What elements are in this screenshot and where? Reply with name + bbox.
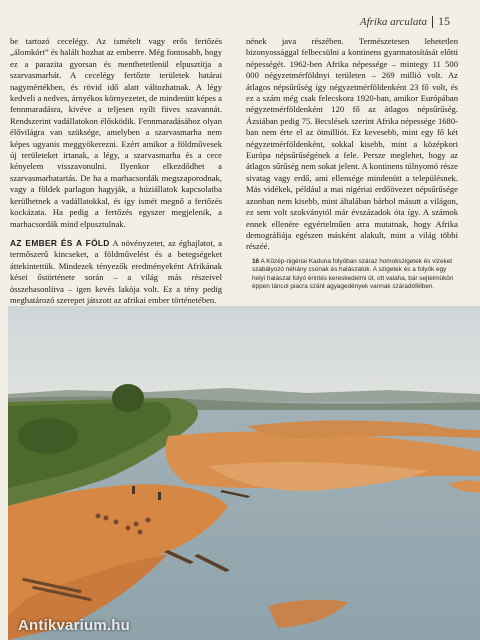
left-paragraph-2 bbox=[10, 238, 222, 306]
photo-caption bbox=[252, 258, 458, 292]
caption-number: 16 bbox=[252, 258, 260, 265]
left-paragraph-1: be tartozó cecelégy. Az ismételt vagy erős fertőzés „álomkórt” és halált hozhat az emberre. Még fontosabb, hogy ez a parazita gyorsan és menthetetlenül elpusztítja a szarvasmarhát. A cecelégy fertőzte területek határai nagymértékben, és rövid idő alatt változhatnak. A légy kedveli a nedves, árnyékos környezetet, de mindenütt képes a fennmaradásra, kivéve a teljesen nyílt füves szavannát. Rendszerint vadállatokon élősködik. Fennmaradásához olyan élővilágra van szüksége, amelyben a szarvasmarha nem képes ugyanis meggyökerezni. Ezért amikor a földművesek új területeket irtanak, a légy, a szarvasmarha és a cece kényelem visszavonulni. Ilyenkor elkezdődhet a szarvasmarhatartás. De ha a marhacsordák megszaporodnak, vagy a földek parlagon hagyják, a húziállatok kapcsolatba kerülhetnek a vadállatokkal, és így ismét megnő a fertőzés kockázata. Ha pedig a fertőzés egyszer megjelenik, a marhacsordák mind elpusztulnak. bbox=[10, 36, 222, 229]
section-body: A növényzetet, az éghajlatot, a termőszerű kincseket, a földművelést és a betegségeket áttekintettük. Mindezek tényezők eredményeként Afrikának kései őstörténete során – a világ más részeivel összehasonlítva – igen kevés lakója volt. Ez a tény pedig meghatározó szerepet játszott az afrikai ember történetében. bbox=[10, 237, 222, 305]
right-column bbox=[246, 36, 458, 253]
left-column bbox=[10, 36, 222, 306]
header-divider bbox=[432, 16, 433, 28]
running-header bbox=[360, 14, 450, 29]
watermark-logo: Antikvarium.hu bbox=[18, 617, 130, 634]
section-title: Afrika arculata bbox=[359, 15, 427, 28]
river-landscape-image bbox=[8, 306, 480, 640]
right-paragraph-1: nének java részében. Természetesen lehetetlen bizonyossággal felbecsülni a kontinens gyarmatosítását előtti népességét. 1962-ben Afrika népessége – mintegy 11 500 000 négyzetmérföldnyi területen – 269 millió volt. Az átlagos népsűrűség így négyzetmérföldenként 23 fő volt, és ez a szám még csak felecskora 1920-ban, amikor Európában négyzetmérföldenként 120 fő az átlagos népsűrűség. Ázsiában pedig 75. Becslések szerint Afrika népessége 1680-ban nem érte el az ötmilliót. Ez kevesebb, mint egy fő két négyzetmérföldenként, sokkal kisebb, mint a középkori Európa népsűrűségének a fele. Persze meglehet, hogy az átlagos sűrűség nem sokat jelent. A kontinens túlnyomó része sivatag vagy erdő, ami ellensége mindenütt a településnek. Más vidékek, például a mai nigériai erdőövezet népsűrűsége azonban nem kisebb, mint általában bárhol másutt a világon, ez sem volt szokványtól már évszázadok óta így. A számok ennek ellenére egyértelműen arra mutatnak, hogy Afrika demográfiája egészen másként alakult, mint a világ többi részéé. bbox=[246, 36, 458, 252]
section-heading: AZ EMBER ÉS A FÖLD bbox=[10, 237, 110, 248]
caption-text: A Közép-nigériai Kaduna folyóban száraz homokszigetek és vizeket szabályozó néhány csónak és halászatok. A szigetek és a folyók egy helyi halászat folyó érintés kereskedelmi út, ott valaha, bár sejtelmükön éppen táncol piacra szánt agyagedények vannak száradófélben. bbox=[252, 258, 454, 291]
page-number: 15 bbox=[438, 14, 450, 28]
river-photo bbox=[8, 306, 480, 640]
